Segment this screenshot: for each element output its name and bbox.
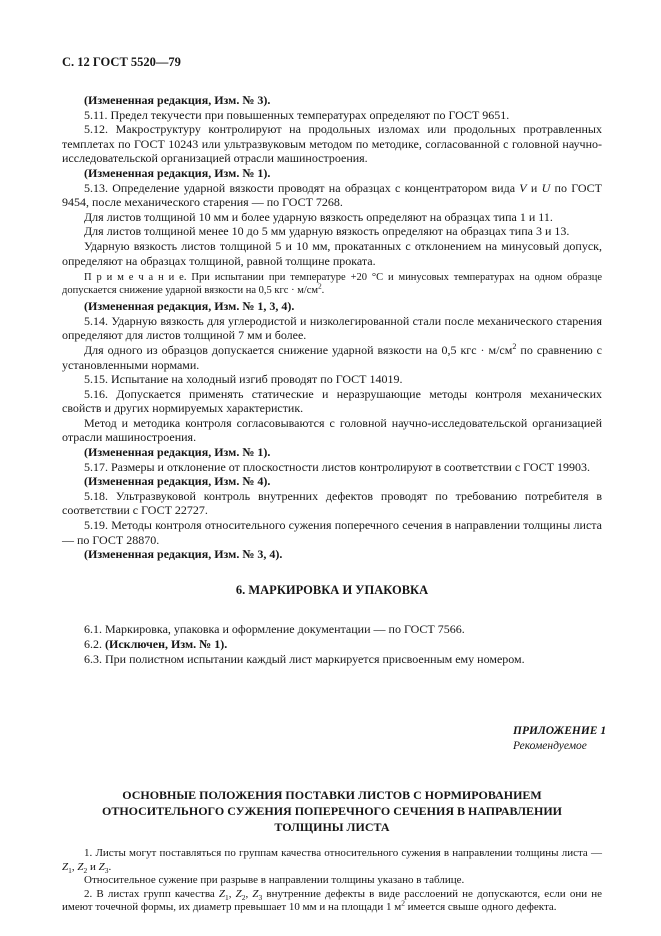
document-body	[62, 93, 607, 915]
appendix-point-1-para-2: Относительное сужение при разрыве в направлении толщины указано в таблице.	[84, 874, 465, 887]
clause-5-16: 5.16. Допускается применять статические и неразрушающие методы контроля механических свойств и других нормируемых характеристик.	[62, 386, 602, 416]
amendment-note: (Измененная редакция, Изм. № 1, 3, 4).	[84, 299, 295, 314]
appendix-heading: ОСНОВНЫЕ ПОЛОЖЕНИЯ ПОСТАВКИ ЛИСТОВ С НОРМИРОВАНИЕМ ОТНОСИТЕЛЬНОГО СУЖЕНИЯ ПОПЕРЕЧНОГО СЕЧЕНИЯ В НАПРАВЛЕНИИ ТОЛЩИНЫ ЛИСТА	[101, 788, 563, 835]
clause-6-1: 6.1. Маркировка, упаковка и оформление документации — по ГОСТ 7566.	[84, 622, 465, 637]
clause-5-13-para-3: Для листов толщиной менее 10 до 5 мм ударную вязкость определяют на образцах типа 3 и 13.	[84, 224, 570, 239]
amendment-note: (Измененная редакция, Изм. № 3).	[84, 93, 271, 107]
clause-5-19: 5.19. Методы контроля относительного сужения поперечного сечения в направлении толщины листа — по ГОСТ 28870.	[62, 518, 602, 547]
appendix-point-1: 1. Листы могут поставляться по группам качества относительного сужения в направлении толщины листа — $Z_1$, $Z_2$ и $Z_3$.	[62, 847, 602, 875]
amendment-note: (Измененная редакция, Изм. № 1).	[84, 165, 271, 180]
amendment-note: (Измененная редакция, Изм. № 3, 4).	[84, 547, 283, 562]
amendment-note: (Измененная редакция, Изм. № 1).	[84, 445, 271, 460]
clause-5-18: 5.18. Ультразвуковой контроль внутренних дефектов проводят по требованию потребителя в соответствии с ГОСТ 22727.	[62, 488, 602, 518]
amendment-note: (Измененная редакция, Изм. № 4).	[84, 474, 271, 489]
appendix-point-2: 2. В листах групп качества $Z_1$, $Z_2$, $Z_3$ внутренние дефекты в виде расслоений не допускаются, если они не имеют точечной формы, их диаметр превышает 10 мм и на площади 1 $м^2$ имеется свыше одного дефекта.	[62, 887, 602, 914]
clause-5-11: 5.11. Предел текучести при повышенных температурах определяют по ГОСТ 9651.	[84, 107, 510, 122]
section-6-heading: 6. МАРКИРОВКА И УПАКОВКА	[235, 582, 429, 597]
note: П р и м е ч а н и е. При испытании при температуре +20 °С и минусовых температурах на одном образце допускается снижение ударной вязкости на 0,5 кгс · $м/см^2$.	[62, 272, 602, 297]
appendix-label: ПРИЛОЖЕНИЕ 1 Рекомендуемое	[513, 725, 607, 753]
clause-5-13: 5.13. Определение ударной вязкости проводят на образцах с концентратором вида V и U по ГОСТ 9454, после механического старения — по ГОСТ 7268.	[62, 180, 602, 210]
clause-5-12: 5.12. Макроструктуру контролируют на продольных изломах или продольных протравленных темплетах по ГОСТ 10243 или ультразвуковым методом по методике, согласованной с головной научно-исследовательской организацией отрасли машиностроения.	[62, 122, 602, 166]
clause-5-13-para-2: Для листов толщиной 10 мм и более ударную вязкость определяют на образцах типа 1 и 11.	[84, 209, 553, 224]
clause-5-15: 5.15. Испытание на холодный изгиб проводят по ГОСТ 14019.	[84, 372, 403, 387]
clause-5-13-para-4: Ударную вязкость листов толщиной 5 и 10 мм, прокатанных с отклонением на минусовый допуск, определяют на образцах толщиной, равной толщине проката.	[62, 238, 602, 268]
clause-6-2: 6.2. (Исключен, Изм. № 1).	[84, 637, 228, 651]
clause-5-17: 5.17. Размеры и отклонение от плоскостности листов контролируют в соответствии с ГОСТ 19903.	[84, 459, 590, 474]
clause-5-16-para-2: Метод и методика контроля согласовываются с головной научно-исследовательской организацией отрасли машиностроения.	[62, 415, 602, 445]
page-header-running-title: С. 12 ГОСТ 5520—79	[62, 55, 181, 69]
clause-5-14: 5.14. Ударную вязкость для углеродистой и низколегированной стали после механического старения определяют для листов толщиной 7 мм и более.	[62, 313, 602, 343]
clause-5-14-para-2: Для одного из образцов допускается снижение ударной вязкости на 0,5 кгс · $м/см^2$ по сравнению с установленными нормами.	[62, 341, 603, 372]
clause-6-3: 6.3. При полистном испытании каждый лист маркируется присвоенным ему номером.	[84, 651, 525, 666]
